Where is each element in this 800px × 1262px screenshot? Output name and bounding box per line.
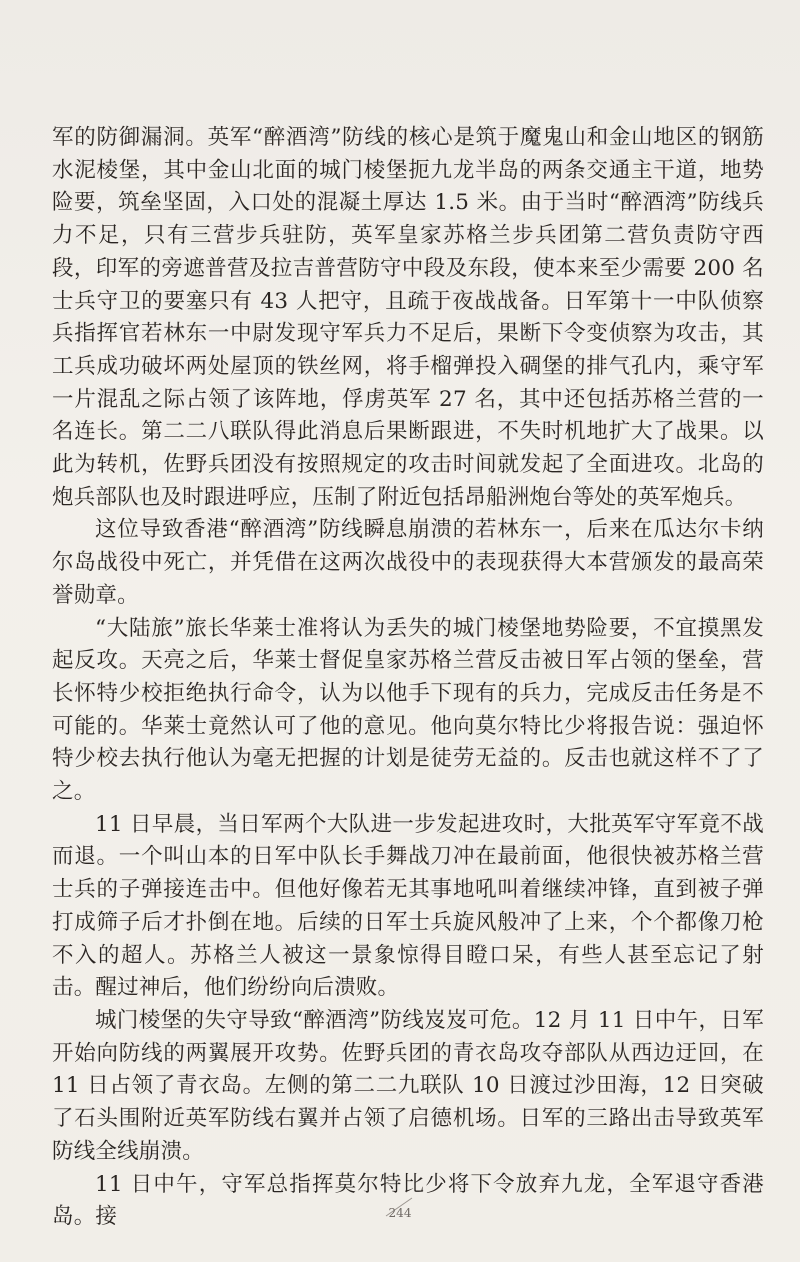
- paragraph-6: 11 日中午，守军总指挥莫尔特比少将下令放弃九龙，全军退守香港岛。接: [52, 1171, 764, 1230]
- page-number: 244: [388, 1206, 412, 1220]
- paragraph-2: 这位导致香港“醉酒湾”防线瞬息崩溃的若林东一，后来在瓜达尔卡纳尔岛战役中死亡，并凭借在这两次战役中的表现获得大本营颁发的最高荣誉勋章。: [52, 517, 764, 608]
- body-text: [52, 122, 764, 1234]
- paragraph-1: 军的防御漏洞。英军“醉酒湾”防线的核心是筑于魔鬼山和金山地区的钢筋水泥棱堡，其中金山北面的城门棱堡扼九龙半岛的两条交通主干道，地势险要，筑垒坚固，入口处的混凝土厚达 1.5 米。由于当时“醉酒湾”防线兵力不足，只有三营步兵驻防，英军皇家苏格兰步兵团第二营负责防守西段，印军的旁遮普营及拉吉普营防守中段及东段，使本来至少需要 200 名士兵守卫的要塞只有 43 人把守，且疏于夜战战备。日军第十一中队侦察兵指挥官若林东一中尉发现守军兵力不足后，果断下令变侦察为攻击，其工兵成功破坏两处屋顶的铁丝网，将手榴弹投入碉堡的排气孔内，乘守军一片混乱之际占领了该阵地，俘虏英军 27 名，其中还包括苏格兰营的一名连长。第二二八联队得此消息后果断跟进，不失时机地扩大了战果。以此为转机，佐野兵团没有按照规定的攻击时间就发起了全面进攻。北岛的炮兵部队也及时跟进呼应，压制了附近包括昂船洲炮台等处的英军炮兵。: [52, 125, 764, 510]
- paragraph-3: “大陆旅”旅长华莱士准将认为丢失的城门棱堡地势险要，不宜摸黑发起反攻。天亮之后，华莱士督促皇家苏格兰营反击被日军占领的堡垒，营长怀特少校拒绝执行命令，认为以他手下现有的兵力，完成反击任务是不可能的。华莱士竟然认可了他的意见。他向莫尔特比少将报告说：强迫怀特少校去执行他认为毫无把握的计划是徒劳无益的。反击也就这样不了了之。: [52, 615, 764, 805]
- paragraph-5: 城门棱堡的失守导致“醉酒湾”防线岌岌可危。12 月 11 日中午，日军开始向防线的两翼展开攻势。佐野兵团的青衣岛攻夺部队从西边迂回，在 11 日占领了青衣岛。左侧的第二二九联队 10 日渡过沙田海，12 日突破了石头围附近英军防线右翼并占领了启德机场。日军的三路出击导致英军防线全线崩溃。: [52, 1007, 764, 1164]
- paragraph-4: 11 日早晨，当日军两个大队进一步发起进攻时，大批英军守军竟不战而退。一个叫山本的日军中队长手舞战刀冲在最前面，他很快被苏格兰营士兵的子弹接连击中。但他好像若无其事地吼叫着继续冲锋，直到被子弹打成筛子后才扑倒在地。后续的日军士兵旋风般冲了上来，个个都像刀枪不入的超人。苏格兰人被这一景象惊得目瞪口呆，有些人甚至忘记了射击。醒过神后，他们纷纷向后溃败。: [52, 811, 764, 1001]
